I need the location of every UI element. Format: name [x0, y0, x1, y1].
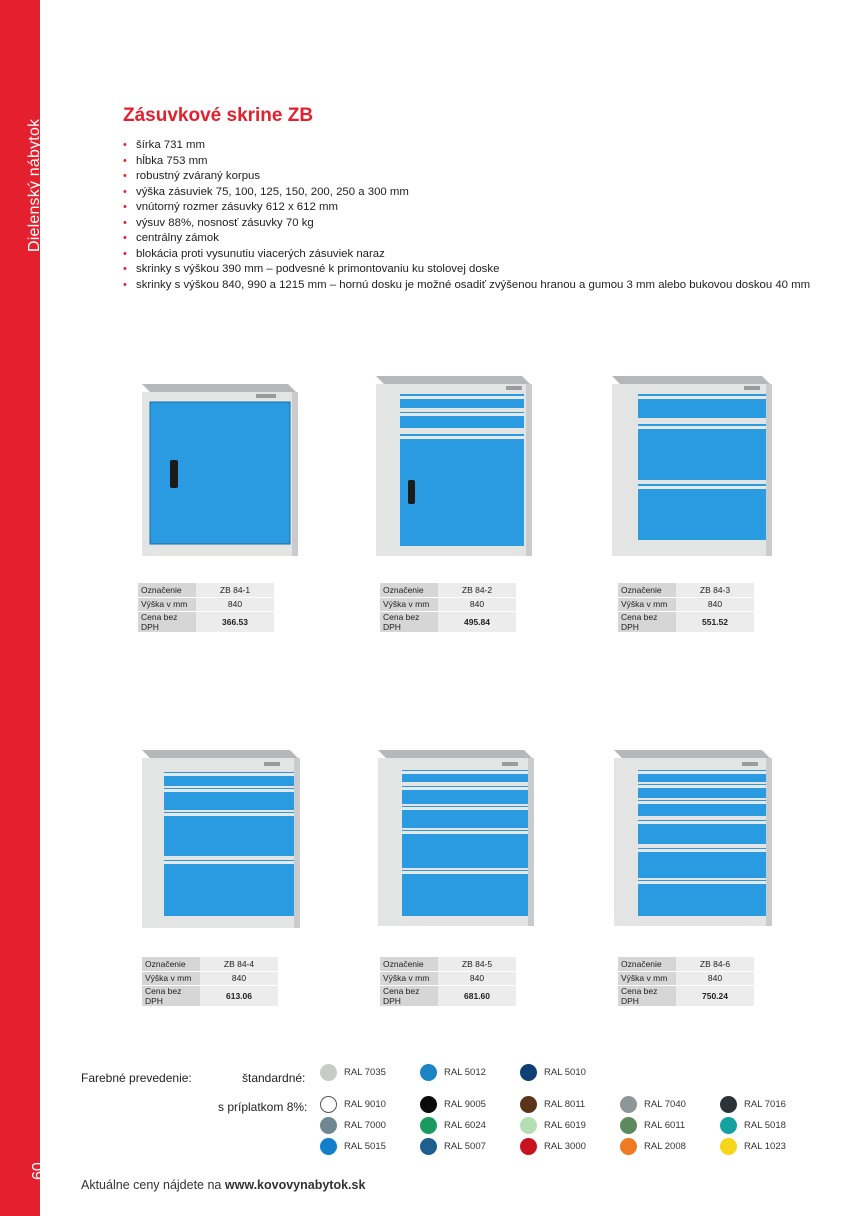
color-swatch: [620, 1096, 686, 1113]
color-name: RAL 9005: [444, 1099, 486, 1110]
spec-label-price: Cena bez DPH: [138, 611, 196, 632]
color-swatch: [320, 1096, 386, 1113]
spec-label-code: Označenie: [618, 583, 676, 597]
feature-item: • šírka 731 mm: [123, 138, 810, 154]
spec-price: 613.06: [200, 985, 278, 1006]
color-dot: [520, 1064, 537, 1081]
color-dot: [320, 1064, 337, 1081]
color-dot: [320, 1096, 337, 1113]
spec-label-code: Označenie: [380, 583, 438, 597]
spec-label-code: Označenie: [618, 957, 676, 971]
color-swatch: [520, 1117, 586, 1134]
feature-item: • výška zásuviek 75, 100, 125, 150, 200, 250 a 300 mm: [123, 185, 810, 201]
feature-item: • robustný zváraný korpus: [123, 169, 810, 185]
color-swatch: [520, 1138, 586, 1155]
spec-code: ZB 84-5: [438, 957, 516, 971]
spec-price: 681.60: [438, 985, 516, 1006]
color-dot: [420, 1117, 437, 1134]
color-name: RAL 5007: [444, 1141, 486, 1152]
spec-label-height: Výška v mm: [142, 971, 200, 985]
spec-code: ZB 84-1: [196, 583, 274, 597]
color-name: RAL 9010: [344, 1099, 386, 1110]
color-dot: [620, 1138, 637, 1155]
color-dot: [520, 1096, 537, 1113]
spec-code: ZB 84-4: [200, 957, 278, 971]
feature-item: • skrinky s výškou 390 mm – podvesné k primontovaniu ku stolovej doske: [123, 262, 810, 278]
spec-table: [138, 583, 274, 633]
color-dot: [720, 1096, 737, 1113]
color-dot: [720, 1138, 737, 1155]
color-swatch: [620, 1138, 686, 1155]
spec-table: [618, 957, 754, 1007]
spec-height: 840: [676, 971, 754, 985]
spec-code: ZB 84-6: [676, 957, 754, 971]
color-dot: [520, 1138, 537, 1155]
spec-label-code: Označenie: [142, 957, 200, 971]
feature-item: • hĺbka 753 mm: [123, 154, 810, 170]
spec-label-height: Výška v mm: [618, 597, 676, 611]
color-name: RAL 6011: [644, 1120, 686, 1131]
sidebar: [0, 0, 47, 1216]
color-name: RAL 6019: [544, 1120, 586, 1131]
spec-price: 551.52: [676, 611, 754, 632]
spec-price: 366.53: [196, 611, 274, 632]
color-swatch: [320, 1064, 386, 1081]
cabinet-image: [612, 750, 776, 926]
feature-item: • skrinky s výškou 840, 990 a 1215 mm – hornú dosku je možné osadiť zvýšenou hranou a gumou 3 mm alebo bukovou doskou 40 mm: [123, 278, 810, 294]
color-name: RAL 7035: [344, 1067, 386, 1078]
spec-height: 840: [200, 971, 278, 985]
color-swatch: [320, 1138, 386, 1155]
feature-item: • blokácia proti vysunutiu viacerých zásuviek naraz: [123, 247, 810, 263]
color-dot: [320, 1117, 337, 1134]
cabinet-image: [612, 374, 776, 556]
spec-label-height: Výška v mm: [618, 971, 676, 985]
color-swatch: [720, 1138, 786, 1155]
spec-price: 750.24: [676, 985, 754, 1006]
color-swatch: [320, 1117, 386, 1134]
color-name: RAL 1023: [744, 1141, 786, 1152]
color-swatch: [420, 1096, 486, 1113]
website-link[interactable]: www.kovovynabytok.sk: [224, 1178, 366, 1192]
spec-price: 495.84: [438, 611, 516, 632]
color-swatch: [420, 1064, 486, 1081]
spec-label-height: Výška v mm: [380, 597, 438, 611]
feature-item: • vnútorný rozmer zásuvky 612 x 612 mm: [123, 200, 810, 216]
spec-label-price: Cena bez DPH: [380, 611, 438, 632]
spec-label-height: Výška v mm: [380, 971, 438, 985]
sidebar-section-title: Dielenský nábytok: [26, 118, 43, 252]
spec-height: 840: [676, 597, 754, 611]
color-swatch: [620, 1117, 685, 1134]
color-name: RAL 5015: [344, 1141, 386, 1152]
surcharge-colors-label: s príplatkom 8%:: [218, 1100, 308, 1114]
color-name: RAL 3000: [544, 1141, 586, 1152]
spec-height: 840: [438, 971, 516, 985]
page-number: 60: [30, 1162, 47, 1180]
color-dot: [320, 1138, 337, 1155]
spec-code: ZB 84-2: [438, 583, 516, 597]
feature-list: [123, 138, 810, 293]
page-title: Zásuvkové skrine ZB: [123, 105, 314, 126]
feature-item: • centrálny zámok: [123, 231, 810, 247]
spec-height: 840: [196, 597, 274, 611]
spec-label-price: Cena bez DPH: [142, 985, 200, 1006]
spec-label-price: Cena bez DPH: [618, 611, 676, 632]
color-swatch: [420, 1117, 486, 1134]
cabinet-image: [376, 372, 540, 556]
color-dot: [620, 1117, 637, 1134]
spec-label-code: Označenie: [380, 957, 438, 971]
color-name: RAL 8011: [544, 1099, 586, 1110]
spec-label-height: Výška v mm: [138, 597, 196, 611]
spec-table: [380, 583, 516, 633]
color-name: RAL 5012: [444, 1067, 486, 1078]
color-swatch: [720, 1096, 786, 1113]
footer: [81, 1178, 365, 1192]
color-name: RAL 2008: [644, 1141, 686, 1152]
feature-item: • výsuv 88%, nosnosť zásuvky 70 kg: [123, 216, 810, 232]
color-swatch: [420, 1138, 486, 1155]
cabinet-image: [376, 750, 540, 926]
spec-code: ZB 84-3: [676, 583, 754, 597]
color-swatch: [520, 1064, 586, 1081]
color-dot: [420, 1138, 437, 1155]
color-dot: [520, 1117, 537, 1134]
spec-label-code: Označenie: [138, 583, 196, 597]
color-name: RAL 5018: [744, 1120, 786, 1131]
color-dot: [420, 1064, 437, 1081]
spec-height: 840: [438, 597, 516, 611]
color-name: RAL 5010: [544, 1067, 586, 1078]
color-dot: [720, 1117, 737, 1134]
standard-colors-label: štandardné:: [242, 1071, 306, 1085]
color-options-label: Farebné prevedenie:: [81, 1071, 192, 1085]
spec-label-price: Cena bez DPH: [618, 985, 676, 1006]
color-dot: [420, 1096, 437, 1113]
cabinet-image: [138, 378, 302, 556]
spec-label-price: Cena bez DPH: [380, 985, 438, 1006]
color-swatch: [520, 1096, 585, 1113]
footer-text: Aktuálne ceny nájdete na: [81, 1178, 222, 1192]
spec-table: [380, 957, 516, 1007]
color-dot: [620, 1096, 637, 1113]
color-name: RAL 7040: [644, 1099, 686, 1110]
color-name: RAL 7000: [344, 1120, 386, 1131]
spec-table: [618, 583, 754, 633]
color-swatch: [720, 1117, 786, 1134]
color-name: RAL 6024: [444, 1120, 486, 1131]
spec-table: [142, 957, 278, 1007]
color-name: RAL 7016: [744, 1099, 786, 1110]
cabinet-image: [140, 750, 304, 928]
